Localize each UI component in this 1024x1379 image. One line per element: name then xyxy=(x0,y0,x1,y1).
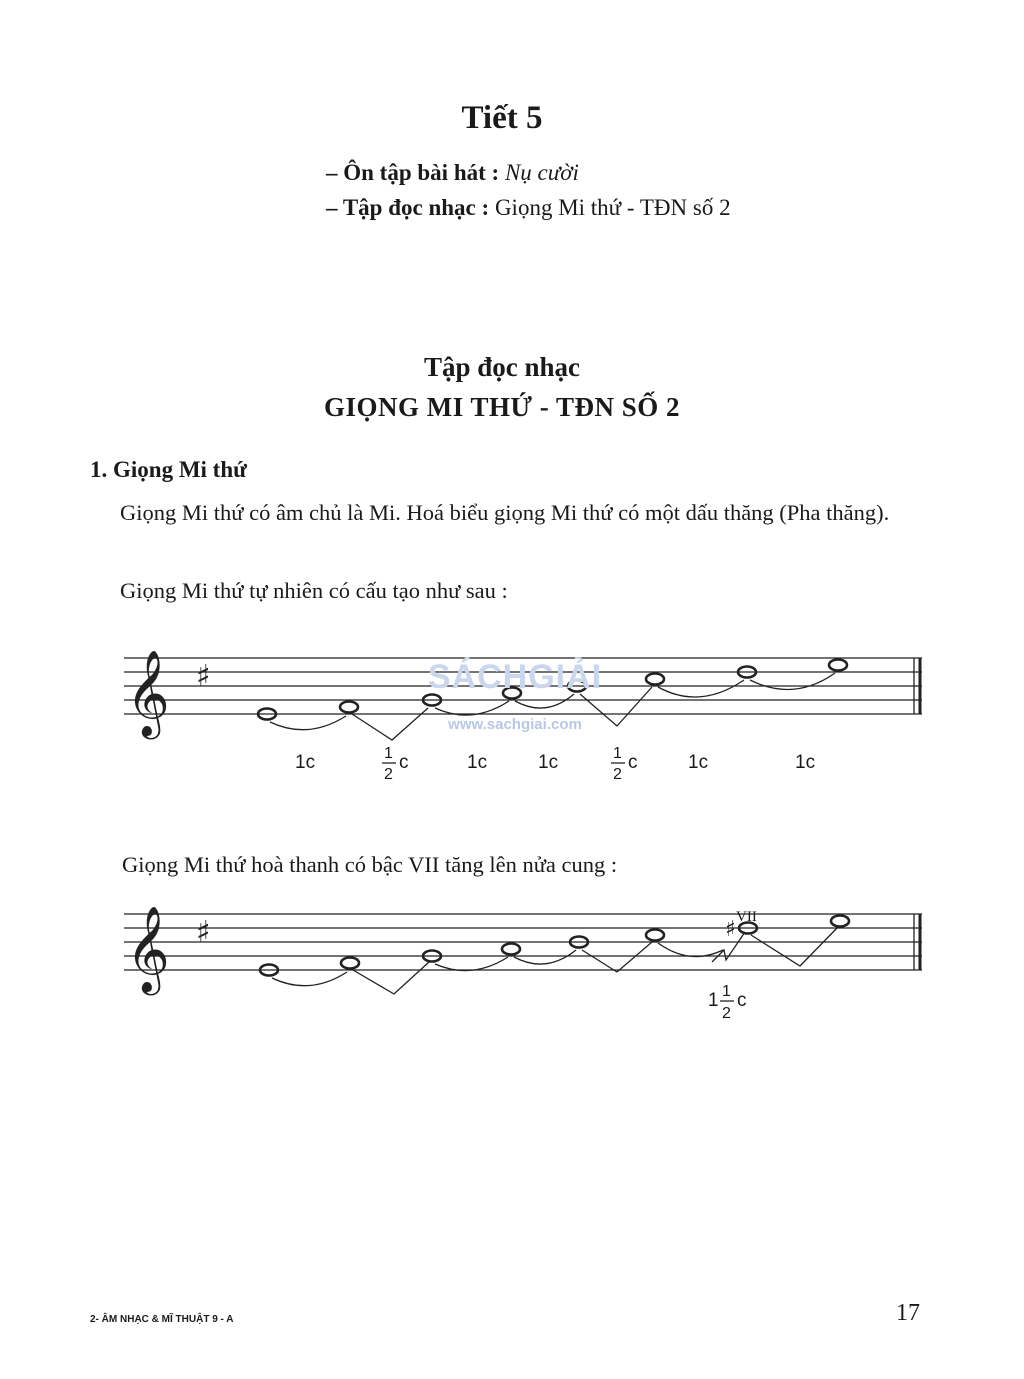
interval-label: 1c xyxy=(538,752,559,773)
interval-num: 1 xyxy=(722,983,731,1000)
interval-unit: c xyxy=(399,752,409,773)
interval-unit: c xyxy=(737,990,747,1011)
item-sight-reading xyxy=(326,195,731,221)
slur-whole xyxy=(658,680,744,697)
lesson-title: Tiết 5 xyxy=(461,100,543,136)
page-number: 17 xyxy=(896,1300,920,1326)
interval-whole: 1 xyxy=(708,990,719,1011)
interval-den: 2 xyxy=(384,766,393,783)
item-value: Giọng Mi thứ - TĐN số 2 xyxy=(494,195,731,220)
slur-whole xyxy=(435,957,508,971)
item-value: Nụ cười xyxy=(504,160,579,185)
interval-label: 1c xyxy=(295,752,316,773)
slur-whole xyxy=(750,673,835,689)
watermark xyxy=(410,640,620,738)
interval-den: 2 xyxy=(613,766,622,783)
treble-clef-icon: 𝄞 xyxy=(126,650,170,736)
slur-whole xyxy=(514,950,576,964)
section-paragraph: Giọng Mi thứ có âm chủ là Mi. Hoá biểu giọng Mi thứ có một dấu thăng (Pha thăng). xyxy=(120,500,890,525)
watermark-url: www.sachgiai.com xyxy=(448,716,582,733)
item-dash: – xyxy=(326,195,343,220)
note-fsharp xyxy=(341,958,359,969)
interval-unit: c xyxy=(628,752,638,773)
item-label: Tập đọc nhạc : xyxy=(342,195,490,220)
note-a xyxy=(502,944,520,955)
sharp-icon: ♯ xyxy=(725,917,736,942)
degree-label: VII xyxy=(736,909,757,925)
slur-whole xyxy=(272,972,347,986)
slur-whole xyxy=(658,943,723,957)
treble-clef-icon: 𝄞 xyxy=(126,906,170,992)
note-c xyxy=(646,930,664,941)
angle-half xyxy=(751,928,837,966)
interval-label: 1c xyxy=(688,752,709,773)
harmonic-minor-intro: Giọng Mi thứ hoà thanh có bậc VII tăng lên nửa cung : xyxy=(122,852,618,877)
interval-num: 1 xyxy=(613,745,622,762)
note-e-high xyxy=(831,916,849,927)
interval-labels xyxy=(708,983,747,1022)
note-c xyxy=(646,674,664,685)
watermark-brand: SÁCHGIẢI xyxy=(427,658,603,696)
interval-label: 1c xyxy=(467,752,488,773)
note-e-high xyxy=(829,660,847,671)
interval-labels xyxy=(295,745,815,783)
notes xyxy=(260,916,849,976)
footer-book-title: 2- ÂM NHẠC & MĨ THUẬT 9 - A xyxy=(90,1314,234,1325)
item-dash: – xyxy=(326,160,344,185)
interval-num: 1 xyxy=(384,745,393,762)
heading-sub: Tập đọc nhạc xyxy=(423,352,581,382)
sharp-icon: ♯ xyxy=(196,659,211,694)
harmonic-minor-staff xyxy=(0,900,1024,1030)
slur-whole xyxy=(270,716,346,730)
item-song-review xyxy=(326,160,579,186)
note-fsharp xyxy=(340,702,358,713)
angle-half xyxy=(353,962,429,994)
sharp-icon: ♯ xyxy=(196,915,211,950)
item-label: Ôn tập bài hát : xyxy=(343,160,500,185)
interval-label: 1c xyxy=(795,752,816,773)
interval-den: 2 xyxy=(722,1005,731,1022)
angle-half xyxy=(582,942,652,972)
section-title: 1. Giọng Mi thứ xyxy=(90,457,247,482)
natural-minor-intro: Giọng Mi thứ tự nhiên có cấu tạo như sau : xyxy=(120,578,508,603)
heading-main: GIỌNG MI THỨ - TĐN SỐ 2 xyxy=(323,392,681,422)
